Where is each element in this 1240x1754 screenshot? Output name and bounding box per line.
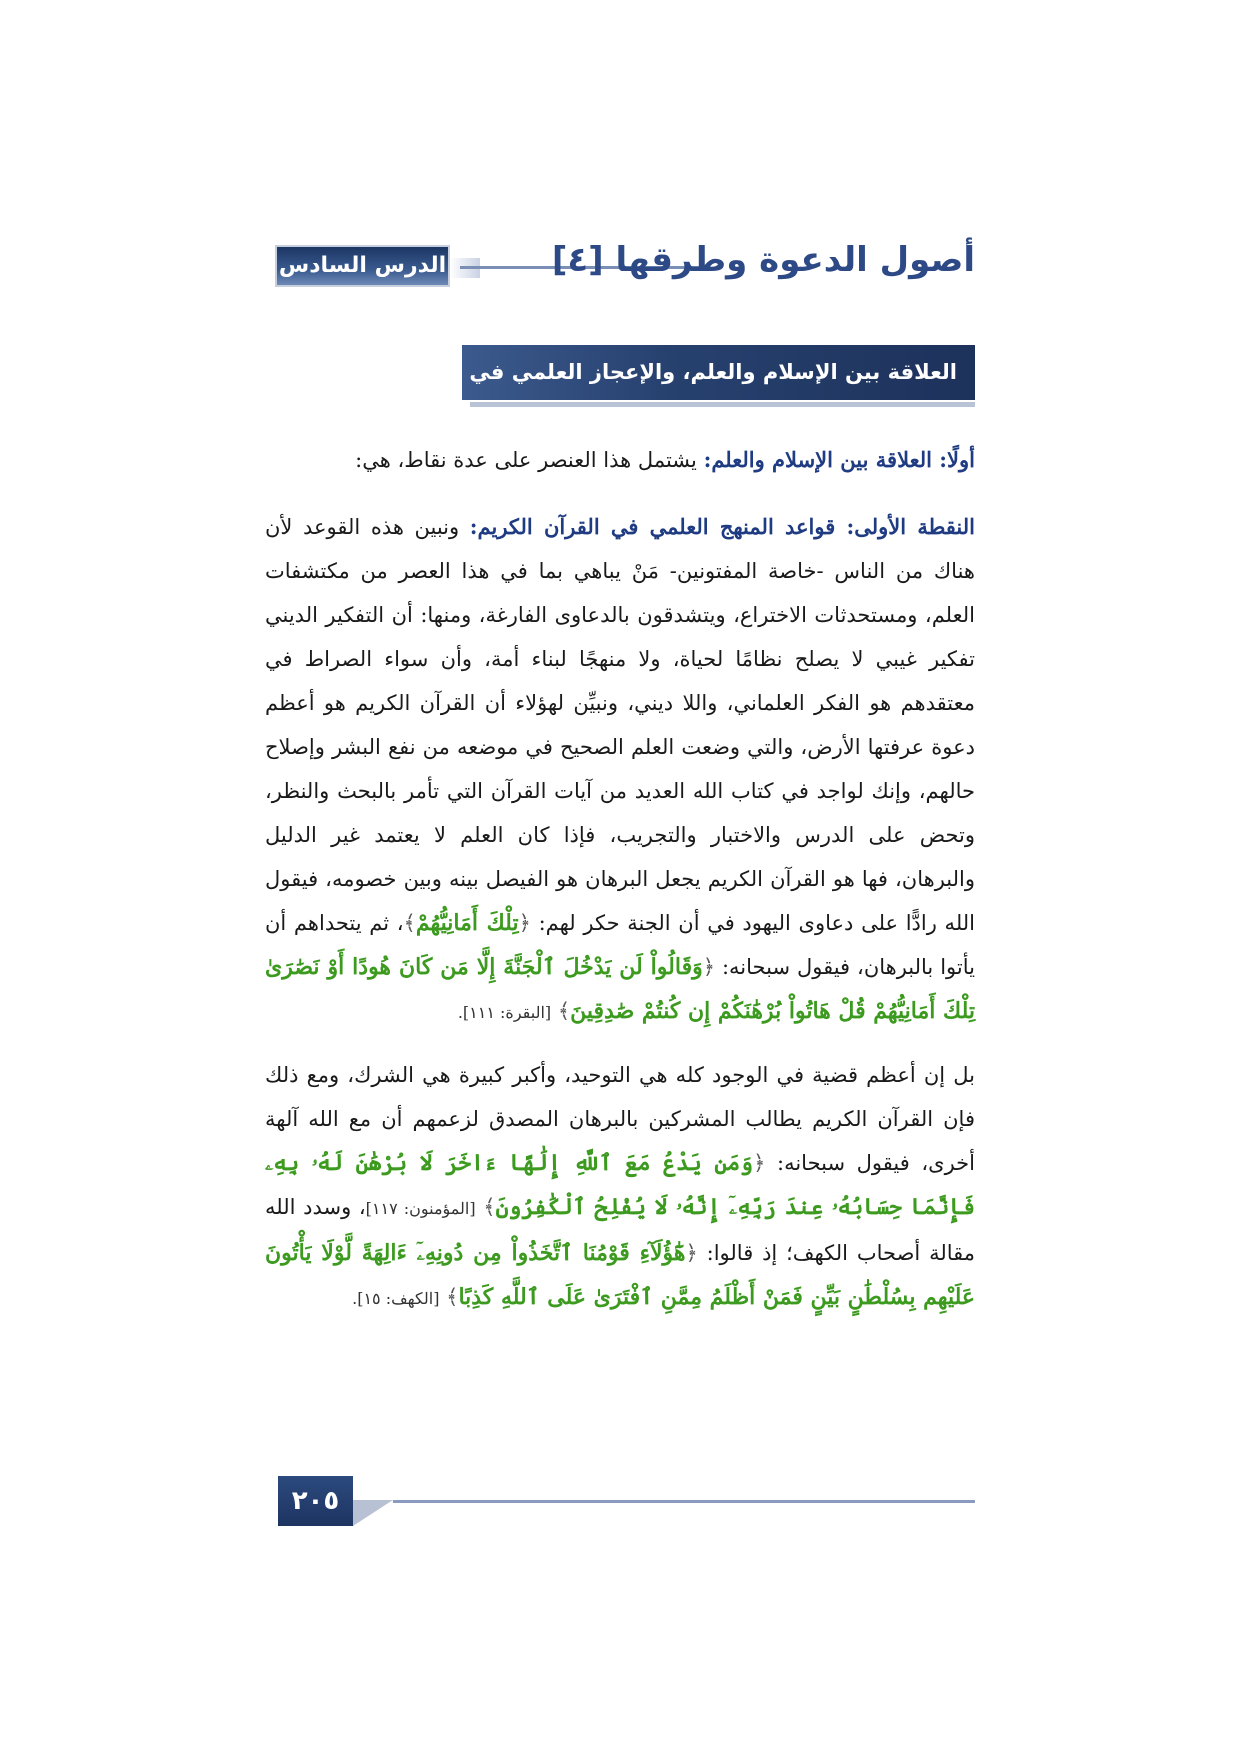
ornate-bracket-close: ﴾ — [403, 911, 416, 935]
paragraph-text: بل إن أعظم قضية في الوجود كله هي التوحيد، وأكبر كبيرة هي الشرك، ومع ذلك فإن القرآن الكريم يطالب المشركين بالبرهان المصدق لزعمهم أن مع الله آلهة أخرى، فيقول سبحانه: — [265, 1063, 976, 1175]
paragraph-text: ، وسدد الله مقالة أصحاب الكهف؛ إذ قالوا: — [265, 1195, 975, 1265]
paragraph-lead: النقطة الأولى: قواعد المنهج العلمي في القرآن الكريم: — [469, 514, 975, 539]
footer-rule — [393, 1500, 975, 1503]
paragraph-text: ، ثم يتحداهم أن يأتوا بالبرهان، فيقول سبحانه: — [265, 911, 975, 979]
ornate-bracket-open: ﴿ — [753, 1151, 766, 1175]
quran-quote: تِلْكَ أَمَانِيُّهُمْ — [415, 910, 519, 936]
ornate-bracket-open: ﴿ — [702, 955, 716, 979]
ornate-bracket-close: ﴾ — [446, 1285, 459, 1309]
quran-quote: وَقَالُواْ لَن يَدْخُلَ ٱلْجَنَّةَ إِلَّا مَن كَانَ هُودًا أَوْ نَصَٰرَىٰ تِلْكَ أَمَانِيُّهُمْ قُلْ هَاتُواْ بُرْهَٰنَكُمْ إِن كُنتُمْ صَٰدِقِينَ — [265, 954, 975, 1024]
paragraph-intro — [265, 438, 975, 482]
paragraph-point-one — [265, 505, 975, 1035]
ornate-bracket-close: ﴾ — [557, 999, 571, 1023]
page-number-tail — [353, 1500, 393, 1526]
paragraph-text: يشتمل هذا العنصر على عدة نقاط، هي: — [355, 448, 704, 472]
paragraph-tawhid — [265, 1053, 975, 1321]
verse-reference: [المؤمنون: ١١٧] — [365, 1199, 476, 1218]
paragraph-lead: أولًا: العلاقة بين الإسلام والعلم: — [703, 447, 975, 472]
ornate-bracket-open: ﴿ — [685, 1241, 698, 1265]
book-title: أصول الدعوة وطرقها [٤] — [551, 240, 975, 280]
paragraph-text: ونبين هذه القوعد لأن هناك من الناس -خاصة المفتونين- مَنْ يباهي بما في هذا العصر من مكتشفات العلم، ومستحدثات الاختراع، ويتشدقون بالدعاوى الفارغة، ومنها: أن التفكير الديني تفكير غيبي لا يصلح نظامًا لحياة، ولا منهجًا لبناء أمة، وأن سواء الصراط في معتقدهم هو الفكر العلماني، واللا ديني، ونبيِّن لهؤلاء أن القرآن الكريم هو أعظم دعوة عرفتها الأرض، والتي وضعت العلم الصحيح في موضعه من نفع البشر وإصلاح حالهم، وإنك لواجد في كتاب الله العديد من آيات القرآن التي تأمر بالبحث والنظر، وتحض على الدرس والاختبار والتجريب، فإذا كان العلم لا يعتمد غير الدليل والبرهان، فها هو القرآن الكريم يجعل البرهان هو الفيصل بينه وبين خصومه، فيقول الله رادًّا على دعاوى اليهود في أن الجنة حكر لهم: — [265, 515, 976, 935]
section-title-shadow — [470, 402, 975, 407]
page-number: ٢٠٥ — [278, 1476, 353, 1526]
verse-reference: [الكهف: ١٥]. — [352, 1289, 440, 1308]
verse-reference: [البقرة: ١١١]. — [457, 1003, 552, 1022]
quran-quote: هَٰٓؤُلَآءِ قَوْمُنَا ٱتَّخَذُواْ مِن دُونِهِۦٓ ءَالِهَةً لَّوْلَا يَأْتُونَ عَلَيْهِم بِسُلْطَٰنٍ بَيِّنٍ فَمَنْ أَظْلَمُ مِمَّنِ ٱفْتَرَىٰ عَلَى ٱللَّهِ كَذِبًا — [265, 1240, 975, 1310]
quran-quote: وَمَن يَدْعُ مَعَ ٱللَّهِ إِلَٰهًا ءَاخَرَ لَا بُرْهَٰنَ لَهُۥ بِهِۦ فَإِنَّمَا حِسَابُهُۥ عِندَ رَبِّهِۦٓ إِنَّهُۥ لَا يُفْلِحُ ٱلْكَٰفِرُونَ — [265, 1150, 975, 1220]
lesson-badge: الدرس السادس — [275, 245, 450, 287]
section-title: العلاقة بين الإسلام والعلم، والإعجاز العلمي في القرآن الكريم — [462, 345, 975, 400]
ornate-bracket-open: ﴿ — [518, 911, 531, 935]
ornate-bracket-close: ﴾ — [483, 1195, 496, 1219]
